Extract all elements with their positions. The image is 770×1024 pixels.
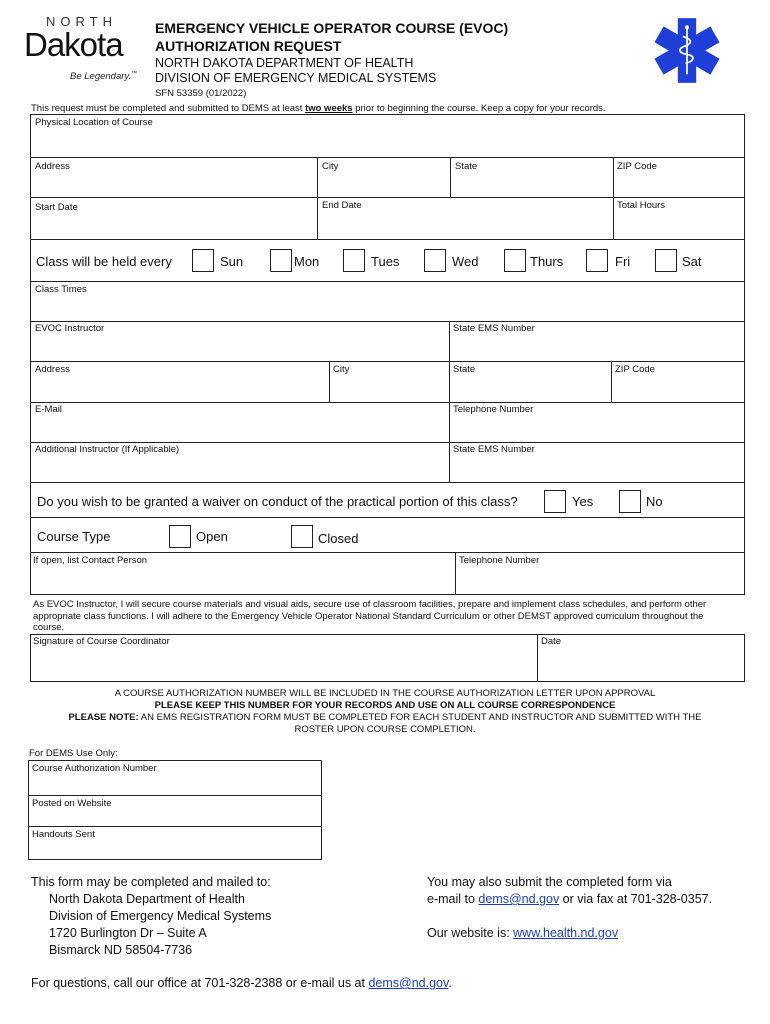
contact-person-label: If open, list Contact Person (33, 555, 148, 566)
class-times-label: Class Times (35, 284, 87, 295)
closed-label: Closed (318, 531, 359, 546)
fri-label: Fri (615, 254, 631, 269)
logo-tagline: Be Legendary. (70, 71, 132, 83)
questions-line: For questions, call our office at 701-328-2388 or e-mail us at dems@nd.gov. (31, 976, 452, 990)
instructor-statement: As EVOC Instructor, I will secure course materials and visual aids, secure use of classroom facilities, prepare and implement class schedules, and perform other appropriate class functions. I will adhere to the Emergency Vehicle Operator National Standard Curriculum or other DEMST approved curriculum throughout the course. (33, 599, 707, 633)
end-date-label: End Date (322, 200, 362, 211)
instructor-city-label: City (333, 364, 350, 375)
email-link[interactable]: dems@nd.gov (478, 892, 560, 906)
course-address-label: Address (35, 161, 70, 172)
notice-line-3: PLEASE NOTE: AN EMS REGISTRATION FORM MUST BE COMPLETED FOR EACH STUDENT AND INSTRUCTOR AND SUBMITTED WITH THE (68, 712, 702, 723)
notice-line-2: PLEASE KEEP THIS NUMBER FOR YOUR RECORDS AND USE ON ALL COURSE CORRESPONDENCE (154, 700, 616, 711)
date-label: Date (541, 636, 562, 647)
instructor-state-field[interactable] (450, 362, 611, 402)
state-ems-number-label: State EMS Number (453, 323, 535, 334)
website-line: Our website is: www.health.nd.gov (427, 926, 619, 940)
class-times-field[interactable] (31, 282, 744, 321)
instructor-city-field[interactable] (330, 362, 448, 402)
wed-label: Wed (452, 254, 479, 269)
state-ems-number-field[interactable] (450, 322, 744, 361)
waiver-yes-checkbox[interactable] (544, 490, 566, 513)
telephone-field[interactable] (450, 403, 744, 442)
course-city-label: City (322, 161, 339, 172)
notice-line-1: A COURSE AUTHORIZATION NUMBER WILL BE INCLUDED IN THE COURSE AUTHORIZATION LETTER UPON APPROVAL (114, 688, 656, 699)
mail-intro: This form may be completed and mailed to: (31, 875, 271, 889)
signature-label: Signature of Course Coordinator (33, 636, 170, 647)
course-state-field[interactable] (451, 158, 612, 197)
state-ems-number-2-label: State EMS Number (453, 444, 535, 455)
posted-on-website-label: Posted on Website (32, 798, 112, 809)
evoc-instructor-field[interactable] (31, 322, 448, 361)
telephone-label: Telephone Number (453, 404, 534, 415)
course-state-label: State (455, 161, 478, 172)
class-days-label: Class will be held every (36, 254, 172, 269)
form-title: EMERGENCY VEHICLE OPERATOR COURSE (EVOC) AUTHORIZATION REQUEST (155, 20, 509, 54)
star-of-life-icon (652, 13, 722, 88)
logo-dakota: Dakota (24, 26, 123, 63)
end-date-field[interactable] (318, 198, 612, 239)
posted-on-website-field[interactable] (29, 810, 321, 826)
instructor-zip-field[interactable] (612, 362, 744, 402)
additional-instructor-field[interactable] (31, 443, 448, 482)
handouts-sent-label: Handouts Sent (32, 829, 95, 840)
instructor-address-label: Address (35, 364, 70, 375)
contact-telephone-label: Telephone Number (459, 555, 540, 566)
course-address-field[interactable] (31, 158, 317, 197)
thurs-label: Thurs (530, 254, 564, 269)
tues-label: Tues (371, 254, 400, 269)
mail-line-3: 1720 Burlington Dr – Suite A (49, 926, 207, 940)
waiver-yes-label: Yes (572, 494, 594, 509)
mon-label: Mon (294, 254, 320, 269)
logo-north: NORTH (46, 14, 117, 29)
open-label: Open (196, 529, 228, 544)
instructor-zip-label: ZIP Code (615, 364, 655, 375)
waiver-no-checkbox[interactable] (619, 490, 641, 513)
mail-address (31, 874, 271, 959)
handouts-sent-field[interactable] (29, 841, 321, 859)
waiver-question: Do you wish to be granted a waiver on conduct of the practical portion of this class? (37, 494, 518, 509)
mail-line-4: Bismarck ND 58504-7736 (49, 943, 193, 957)
instructions: This request must be completed and submitted to DEMS at least two weeks prior to beginning the course. Keep a copy for your records. (31, 103, 606, 114)
sat-checkbox[interactable] (655, 249, 677, 272)
waiver-no-label: No (646, 494, 663, 509)
contact-telephone-field[interactable] (456, 553, 744, 594)
physical-location-label: Physical Location of Course (35, 117, 153, 128)
fri-checkbox[interactable] (586, 249, 608, 272)
dems-use-title: For DEMS Use Only: (29, 748, 118, 759)
department: NORTH DAKOTA DEPARTMENT OF HEALTH (155, 56, 414, 70)
additional-instructor-label: Additional Instructor (If Applicable) (35, 444, 180, 455)
auth-number-field[interactable] (29, 775, 321, 795)
state-ems-number-2-field[interactable] (450, 443, 744, 482)
start-date-field[interactable] (31, 198, 317, 239)
closed-checkbox[interactable] (291, 525, 313, 548)
questions-email-link[interactable]: dems@nd.gov (368, 976, 449, 990)
submit-info: You may also submit the completed form via e-mail to dems@nd.gov or via fax at 701-328-0357. (427, 875, 713, 906)
total-hours-label: Total Hours (617, 200, 666, 211)
submit-intro: You may also submit the completed form via (427, 875, 672, 889)
signature-date-field[interactable] (538, 648, 744, 681)
notice-line-4: ROSTER UPON COURSE COMPLETION. (294, 724, 476, 735)
nd-logo: NORTH Dakota Be Legendary.™ (24, 14, 138, 83)
website-link[interactable]: www.health.nd.gov (513, 926, 619, 940)
course-zip-label: ZIP Code (617, 161, 657, 172)
email-field[interactable] (31, 403, 448, 442)
mon-checkbox[interactable] (270, 249, 292, 272)
division: DIVISION OF EMERGENCY MEDICAL SYSTEMS (155, 71, 437, 85)
sun-checkbox[interactable] (192, 249, 214, 272)
instructor-state-label: State (453, 364, 476, 375)
total-hours-field[interactable] (614, 198, 744, 239)
instructor-address-field[interactable] (31, 362, 328, 402)
signature-field[interactable] (31, 648, 536, 681)
evoc-instructor-label: EVOC Instructor (35, 323, 105, 334)
sun-label: Sun (220, 254, 244, 269)
notice-block (20, 688, 750, 736)
open-checkbox[interactable] (169, 525, 191, 548)
start-date-label: Start Date (35, 202, 78, 213)
mail-line-2: Division of Emergency Medical Systems (49, 909, 272, 923)
email-label: E-Mail (35, 404, 62, 415)
thurs-checkbox[interactable] (504, 249, 526, 272)
wed-checkbox[interactable] (424, 249, 446, 272)
course-zip-field[interactable] (614, 158, 744, 197)
sfn-number: SFN 53359 (01/2022) (155, 88, 247, 99)
course-city-field[interactable] (318, 158, 449, 197)
course-type-label: Course Type (37, 529, 111, 544)
auth-number-label: Course Authorization Number (32, 763, 157, 774)
sat-label: Sat (682, 254, 702, 269)
tues-checkbox[interactable] (343, 249, 365, 272)
mail-line-1: North Dakota Department of Health (49, 892, 245, 906)
contact-person-field[interactable] (31, 553, 454, 594)
